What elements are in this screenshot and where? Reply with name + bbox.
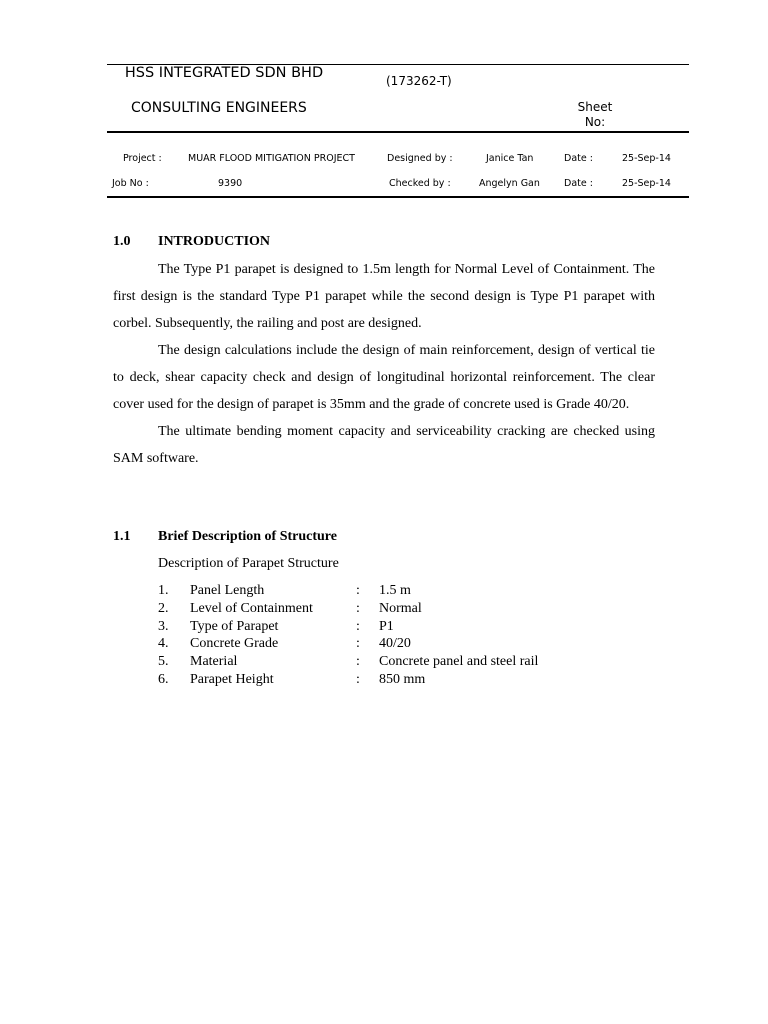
company-name: HSS INTEGRATED SDN BHD <box>124 65 324 81</box>
parapet-description-list <box>158 582 578 689</box>
item-number: 6. <box>158 671 169 687</box>
item-label: Panel Length <box>190 583 265 598</box>
item-label: Parapet Height <box>190 671 274 687</box>
checked-by-label: Checked by : <box>389 178 451 189</box>
list-item <box>158 582 578 600</box>
paragraph: The ultimate bending moment capacity and serviceability cracking are checked using SAM software. <box>113 424 655 466</box>
project-label: Project : <box>123 153 162 164</box>
header-mid-rule <box>107 131 689 133</box>
item-number: 4. <box>158 636 169 652</box>
item-label: Level of Containment <box>190 600 313 616</box>
item-number: 2. <box>158 600 169 616</box>
list-item <box>158 635 578 653</box>
checked-by-value: Angelyn Gan <box>479 178 540 189</box>
designed-by-value: Janice Tan <box>486 153 534 164</box>
section-number: 1.0 <box>113 234 131 249</box>
company-registration: (173262-T) <box>386 74 452 88</box>
item-number: 3. <box>158 618 169 634</box>
date-value: 25-Sep-14 <box>622 153 671 164</box>
item-colon: : <box>356 583 360 598</box>
item-value: 40/20 <box>379 636 411 652</box>
item-colon: : <box>356 600 360 616</box>
list-item <box>158 653 578 671</box>
item-value: 1.5 m <box>379 583 411 598</box>
item-colon: : <box>356 671 360 687</box>
date-label: Date : <box>564 153 593 164</box>
item-colon: : <box>356 636 360 652</box>
sheet-number-label: Sheet No: <box>577 100 613 129</box>
section-title: Brief Description of Structure <box>158 529 337 544</box>
list-item <box>158 600 578 618</box>
introduction-body <box>113 256 655 472</box>
item-value: Concrete panel and steel rail <box>379 654 539 670</box>
item-value: Normal <box>379 600 422 616</box>
section-number: 1.1 <box>113 529 131 544</box>
section-subtitle: Description of Parapet Structure <box>158 556 339 571</box>
item-label: Type of Parapet <box>190 618 279 634</box>
list-item <box>158 671 578 689</box>
job-no-value: 9390 <box>218 178 243 189</box>
header-bottom-rule <box>107 196 689 198</box>
job-no-label: Job No : <box>112 178 149 189</box>
item-colon: : <box>356 618 360 634</box>
item-number: 5. <box>158 654 169 670</box>
designed-by-label: Designed by : <box>387 153 453 164</box>
list-item <box>158 618 578 636</box>
paragraph: The Type P1 parapet is designed to 1.5m length for Normal Level of Containment. The first design is the standard Type P1 parapet while the second design is Type P1 parapet with corbel. Subsequently, the railing and post are designed. <box>113 262 655 331</box>
section-title: INTRODUCTION <box>158 234 271 249</box>
item-number: 1. <box>158 583 169 598</box>
date-value: 25-Sep-14 <box>622 178 671 189</box>
item-label: Concrete Grade <box>190 636 279 652</box>
item-value: P1 <box>379 618 394 634</box>
paragraph: The design calculations include the design of main reinforcement, design of vertical tie to deck, shear capacity check and design of longitudinal horizontal reinforcement. The clear cover used for the design of parapet is 35mm and the grade of concrete used is Grade 40/20. <box>113 343 655 412</box>
date-label: Date : <box>564 178 593 189</box>
company-subtitle: CONSULTING ENGINEERS <box>131 100 307 116</box>
item-colon: : <box>356 654 360 670</box>
item-value: 850 mm <box>379 671 426 687</box>
item-label: Material <box>190 654 238 670</box>
project-value: MUAR FLOOD MITIGATION PROJECT <box>188 153 355 164</box>
